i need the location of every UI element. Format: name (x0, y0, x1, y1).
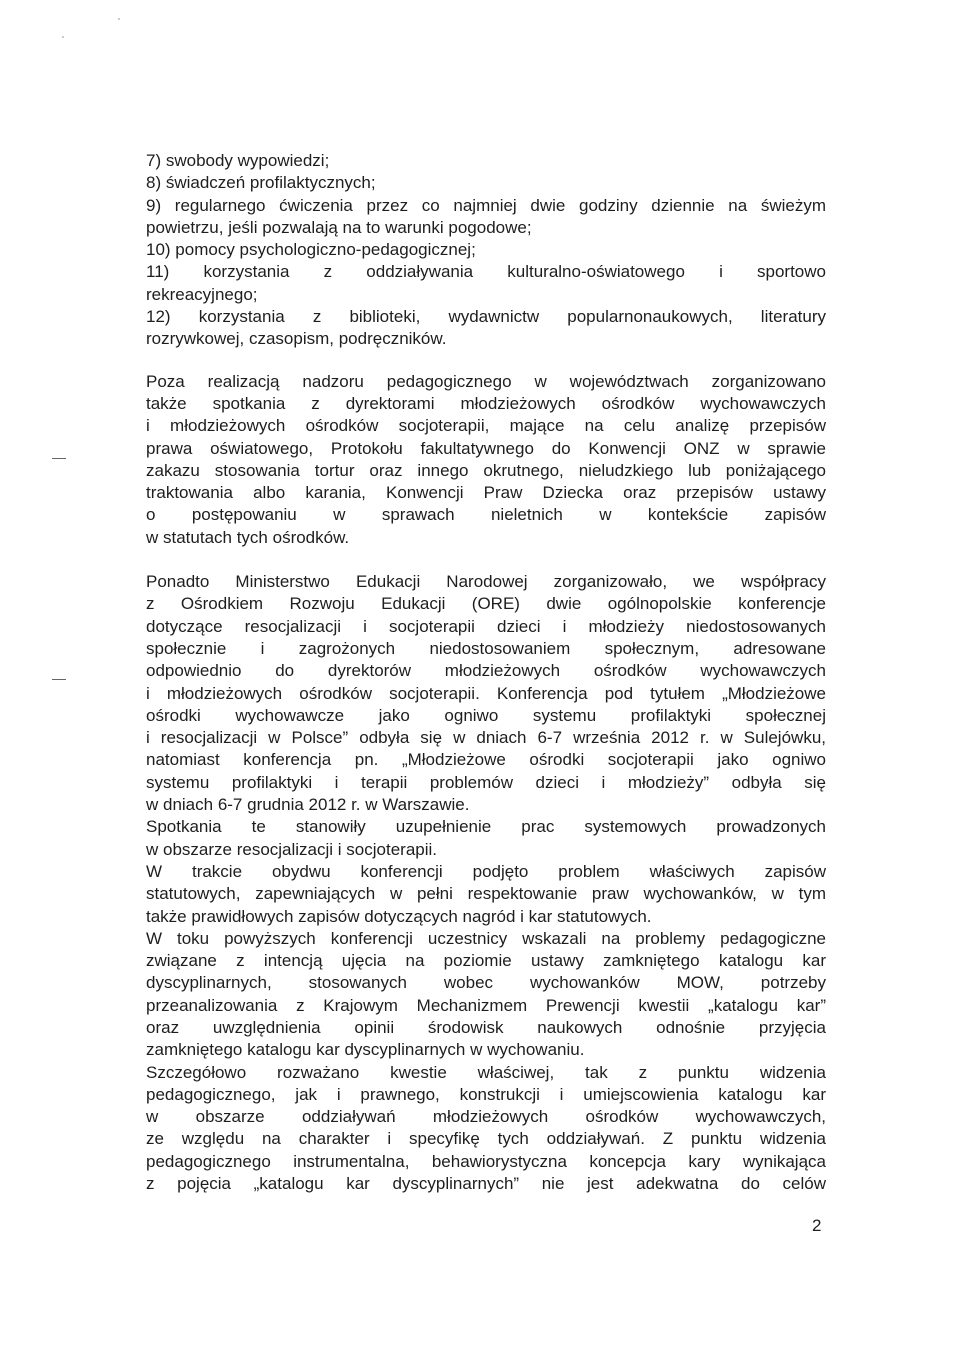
rights-list (146, 150, 826, 351)
text-line: Szczegółowo rozważano kwestie właściwej, tak z punktu widzenia (146, 1062, 826, 1082)
text-line: dotyczące resocjalizacji i socjoterapii dzieci i młodzieży niedostosowanych (146, 616, 826, 636)
text-line: przeanalizowania z Krajowym Mechanizmem Prewencji kwestii „katalogu kar” (146, 995, 826, 1015)
list-item: 9) regularnego ćwiczenia przez co najmniej dwie godziny dziennie na świeżym (146, 195, 826, 215)
text-line: zamkniętego katalogu kar dyscyplinarnych w wychowaniu. (146, 1040, 585, 1060)
text-line: ze względu na charakter i specyfikę tych oddziaływań. Z punktu widzenia (146, 1129, 826, 1149)
text-line: natomiast konferencja pn. „Młodzieżowe ośrodki socjoterapii jako ogniwo (146, 750, 826, 770)
list-item-continuation: rozrywkowej, czasopism, podręczników. (146, 329, 447, 349)
scan-speck (62, 36, 64, 38)
paragraph-supervision (146, 371, 826, 549)
text-line: z pojęcia „katalogu kar dyscyplinarnych” nie jest adekwatna do celów (146, 1174, 826, 1194)
text-line: W toku powyższych konferencji uczestnicy wskazali na problemy pedagogiczne (146, 928, 826, 948)
paragraph-conferences (146, 571, 826, 1195)
page-number: 2 (812, 1216, 822, 1235)
text-line: systemu profilaktyki i terapii problemów dzieci i młodzieży” odbyła się (146, 772, 826, 792)
text-line: społecznie i zagrożonych niedostosowaniem społecznym, adresowane (146, 638, 826, 658)
text-line: w obszarze resocjalizacji i socjoterapii. (146, 839, 438, 859)
text-line: pedagogicznego instrumentalna, behawiorystyczna koncepcja kary wynikająca (146, 1151, 826, 1171)
text-line: w statutach tych ośrodków. (146, 527, 350, 547)
list-item-continuation: powietrzu, jeśli pozwalają na to warunki pogodowe; (146, 217, 532, 237)
document-body (146, 150, 826, 1217)
list-item-continuation: rekreacyjnego; (146, 284, 258, 304)
text-line: ośrodki wychowawcze jako ogniwo systemu profilaktyki społecznej (146, 705, 826, 725)
text-line: oraz uwzględnienia opinii środowisk naukowych odnośnie przyjęcia (146, 1017, 826, 1037)
text-line: w dniach 6-7 grudnia 2012 r. w Warszawie. (146, 795, 470, 815)
margin-dash (52, 458, 66, 459)
text-line: zakazu stosowania tortur oraz innego okrutnego, nieludzkiego lub poniżającego (146, 460, 826, 480)
list-item: 8) świadczeń profilaktycznych; (146, 173, 376, 193)
list-item: 11) korzystania z oddziaływania kulturalno-oświatowego i sportowo (146, 262, 826, 282)
text-line: W trakcie obydwu konferencji podjęto problem właściwych zapisów (146, 861, 826, 881)
text-line: prawa oświatowego, Protokołu fakultatywnego do Konwencji ONZ w sprawie (146, 438, 826, 458)
text-line: o postępowaniu w sprawach nieletnich w kontekście zapisów (146, 505, 826, 525)
text-line: Ponadto Ministerstwo Edukacji Narodowej zorganizowało, we współpracy (146, 572, 826, 592)
scan-speck (118, 18, 120, 20)
margin-dash (52, 679, 66, 680)
text-line: dyscyplinarnych, stosowanych wobec wychowanków MOW, potrzeby (146, 973, 826, 993)
text-line: i resocjalizacji w Polsce” odbyła się w dniach 6-7 września 2012 r. w Sulejówku, (146, 728, 826, 748)
text-line: z Ośrodkiem Rozwoju Edukacji (ORE) dwie ogólnopolskie konferencje (146, 594, 826, 614)
text-line: Poza realizacją nadzoru pedagogicznego w województwach zorganizowano (146, 371, 826, 391)
text-line: także spotkania z dyrektorami młodzieżowych ośrodków wychowawczych (146, 393, 826, 413)
list-item: 10) pomocy psychologiczno-pedagogicznej; (146, 240, 476, 260)
text-line: i młodzieżowych ośrodków socjoterapii. Konferencja pod tytułem „Młodzieżowe (146, 683, 826, 703)
list-item: 12) korzystania z biblioteki, wydawnictw popularnonaukowych, literatury (146, 307, 826, 327)
text-line: także prawidłowych zapisów dotyczących nagród i kar statutowych. (146, 906, 652, 926)
text-line: pedagogicznego, jak i prawnego, konstrukcji i umiejscowienia katalogu kar (146, 1084, 826, 1104)
text-line: w obszarze oddziaływań młodzieżowych ośrodków wychowawczych, (146, 1107, 826, 1127)
text-line: traktowania albo karania, Konwencji Praw Dziecka oraz przepisów ustawy (146, 483, 826, 503)
text-line: odpowiednio do dyrektorów młodzieżowych ośrodków wychowawczych (146, 661, 826, 681)
text-line: i młodzieżowych ośrodków socjoterapii, mające na celu analizę przepisów (146, 416, 826, 436)
text-line: Spotkania te stanowiły uzupełnienie prac systemowych prowadzonych (146, 817, 826, 837)
text-line: statutowych, zapewniających w pełni respektowanie praw wychowanków, w tym (146, 884, 826, 904)
list-item: 7) swobody wypowiedzi; (146, 151, 330, 170)
text-line: związane z intencją ujęcia na poziomie ustawy zamkniętego katalogu kar (146, 951, 826, 971)
